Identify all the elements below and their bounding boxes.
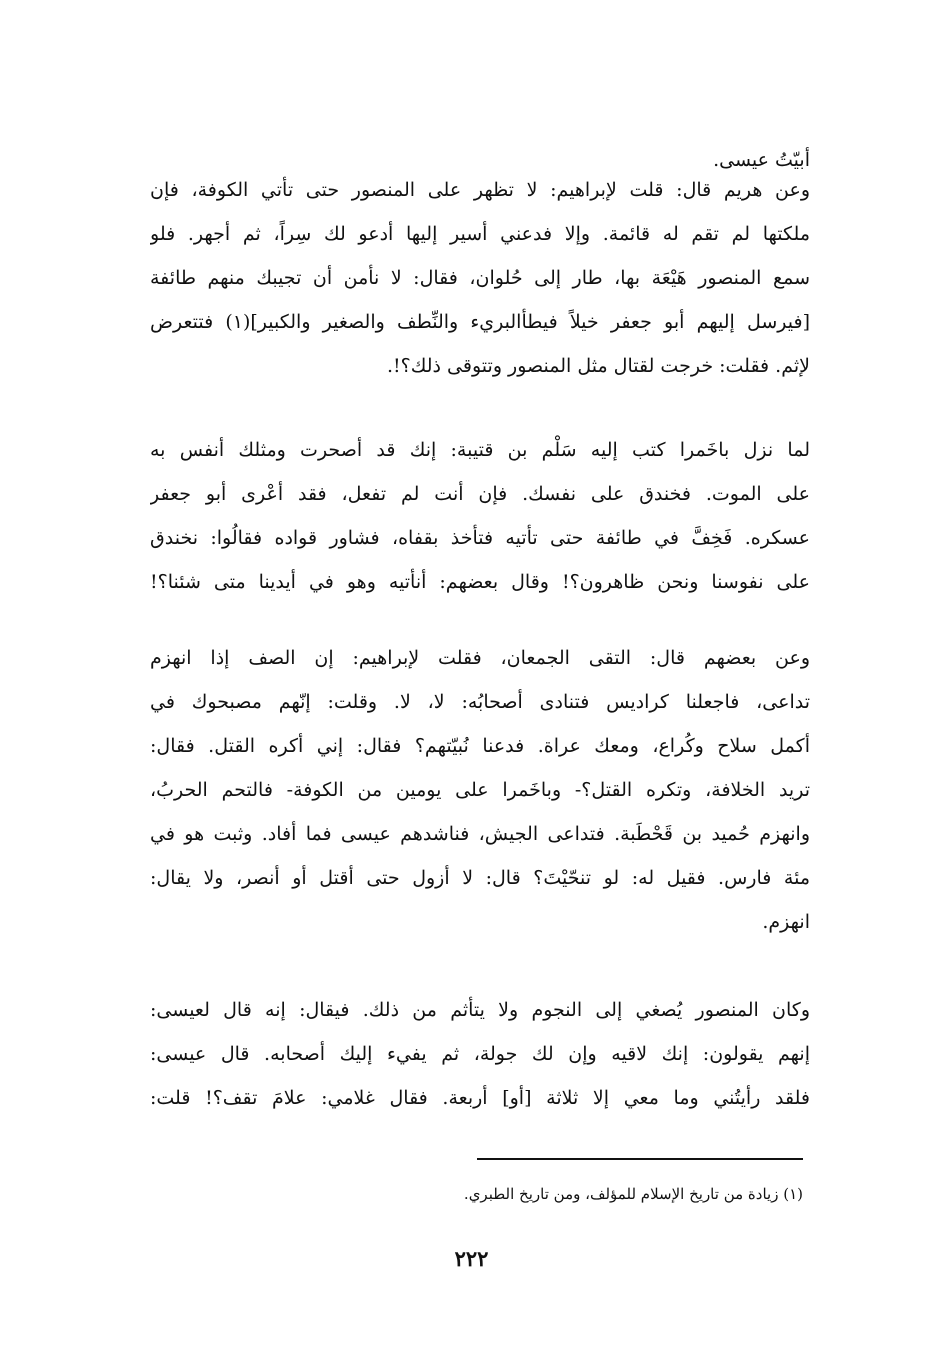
page-number: ٢٢٢ xyxy=(454,1246,489,1271)
text-line: تريد الخلافة، وتكره القتل؟- وباخَمرا على يومين من الكوفة- فالتحم الحربُ، xyxy=(150,779,810,801)
text-line: وانهزم حُميد بن قَحْطَبة. فتداعى الجيش، فناشدهم عيسى فما أفاد. وثبت هو في xyxy=(150,823,810,845)
text-line: انهزم. xyxy=(762,911,810,933)
text-line: وعن بعضهم قال: التقى الجمعان، فقلت لإبراهيم: إن الصف إذا انهزم xyxy=(150,647,810,669)
paragraph-5 xyxy=(150,988,810,1120)
footnote: (١) زيادة من تاريخ الإسلام للمؤلف، ومن تاريخ الطبري. xyxy=(463,1185,803,1203)
text-line: عسكره. فَخِفَّ في طائفة حتى تأتيه فتأخذ بقفاه، فشاور قواده فقالُوا: نخندق xyxy=(150,527,810,549)
paragraph-3 xyxy=(150,428,810,604)
text-line: وكان المنصور يُصغي إلى النجوم ولا يتأثم من ذلك. فيقال: إنه قال لعيسى: xyxy=(150,999,810,1021)
text-line: لما نزل باخَمرا كتب إليه سَلْم بن قتيبة: إنك قد أصحرت ومثلك أنفس به xyxy=(150,439,810,461)
text-line: أكمل سلاح وكُراع، ومعك عراة. فدعنا نُبيّتهم؟ فقال: إني أكره القتل. فقال: xyxy=(150,735,810,757)
text-line: على نفوسنا ونحن ظاهرون؟! وقال بعضهم: أنأتيه وهو في أيدينا متى شئنا؟! xyxy=(150,571,810,593)
text-line: على الموت. فخندق على نفسك. فإن أنت لم تفعل، فقد أعْرى أبو جعفر xyxy=(150,483,810,505)
text-line: وعن هريم قال: قلت لإبراهيم: لا تظهر على المنصور حتى تأتي الكوفة، فإن xyxy=(150,179,810,201)
paragraph-4 xyxy=(150,636,810,944)
text-line: إنهم يقولون: إنك لاقيه وإن لك جولة، ثم يفيء إليك أصحابه. قال عيسى: xyxy=(150,1043,810,1065)
text-line: [فيرسل إليهم أبو جعفر خيلاً فيطأالبريء والنِّطف والصغير والكبير](١) فتتعرض xyxy=(150,311,810,333)
footnote-divider xyxy=(477,1158,803,1160)
text-line: ملكتها لم تقم له قائمة. وإلا فدعني أسير إليها أدعو لك سِراً، ثم أجهر. فلو xyxy=(150,223,810,245)
text-line: أبيّتُ عيسى. xyxy=(713,149,810,171)
text-line: تداعى، فاجعلنا كراديس فتنادى أصحابُه: لا، لا. وقلت: إنّهم مصبحوك في xyxy=(150,691,810,713)
text-line: سمع المنصور هَيْعَة بها، طار إلى حُلوان، فقال: لا نأمن أن تجيبك منهم طائفة xyxy=(150,267,810,289)
text-line: لإثم. فقلت: خرجت لقتال مثل المنصور وتتوقى ذلك؟!. xyxy=(387,355,810,377)
text-line: فلقد رأيتُني وما معي إلا ثلاثة [أو] أربعة. فقال غلامي: علامَ تقف؟! قلت: xyxy=(150,1087,810,1109)
text-line: مئة فارس. فقيل له: لو تنحّيْتَ؟ قال: لا أزول حتى أقتل أو أنصر، ولا يقال: xyxy=(150,867,810,889)
paragraph-2 xyxy=(150,168,810,388)
